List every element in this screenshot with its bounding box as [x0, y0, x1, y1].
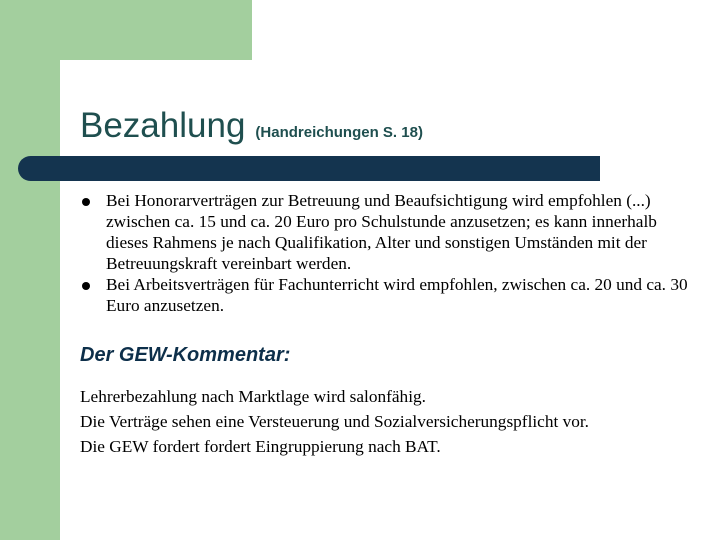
bullet-dot-icon	[82, 282, 90, 290]
comment-heading: Der GEW-Kommentar:	[80, 344, 291, 366]
bullet-list	[80, 190, 700, 316]
green-sidebar-decoration	[0, 0, 60, 540]
bullet-item	[80, 190, 700, 274]
comment-text-block	[80, 384, 710, 459]
comment-line: Lehrerbezahlung nach Marktlage wird salonfähig.	[80, 387, 426, 406]
slide-subtitle: (Handreichungen S. 18)	[255, 124, 423, 141]
title-underline-bar	[18, 156, 600, 181]
bullet-dot-icon	[82, 198, 90, 206]
comment-line: Die GEW fordert fordert Eingruppierung nach BAT.	[80, 437, 441, 456]
slide-title: Bezahlung	[80, 106, 246, 145]
comment-line: Die Verträge sehen eine Versteuerung und Sozialversicherungspflicht vor.	[80, 412, 590, 431]
slide-title-row	[80, 106, 423, 146]
green-top-decoration	[0, 0, 252, 60]
bullet-text: Bei Honorarverträgen zur Betreuung und Beaufsichtigung wird empfohlen (...) zwischen ca. 15 und ca. 20 Euro pro Schulstunde anzusetzen; es kann innerhalb dieses Rahmens je nach Qualifikation, Alter und sonstigen Umständen mit der Betreuungskraft vereinbart werden.	[106, 191, 657, 273]
bullet-item	[80, 274, 700, 316]
bullet-text: Bei Arbeitsverträgen für Fachunterricht wird empfohlen, zwischen ca. 20 und ca. 30 Euro anzusetzen.	[106, 275, 688, 315]
